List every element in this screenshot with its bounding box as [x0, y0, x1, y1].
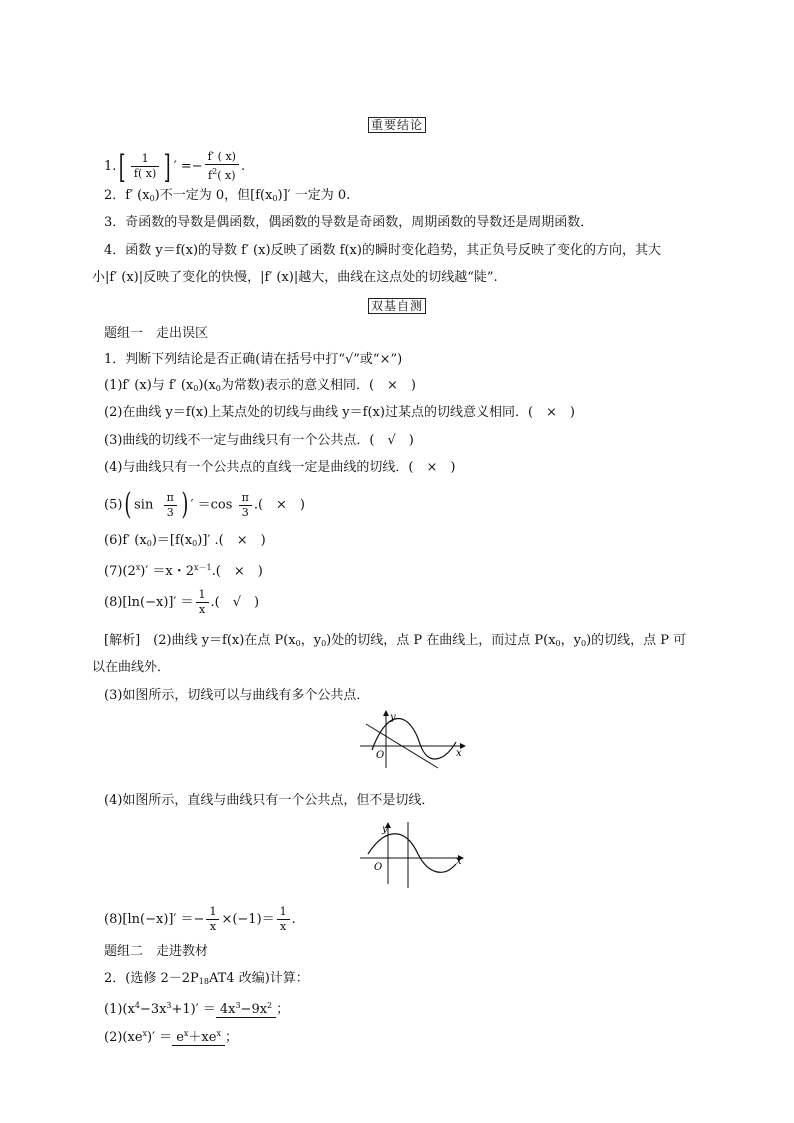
question-1-title: 1．判断下列结论是否正确(请在括号中打“√”或“×”): [104, 352, 403, 367]
y-axis-arrow: [383, 710, 389, 716]
group1-title: 题组一 走出误区: [104, 326, 209, 341]
fraction: $\frac{1}{x}$: [196, 588, 209, 617]
conclusion-2: 2．f′ $(x_0)$不一定为 0，但$[f(x_0)]'$ 一定为 0.: [104, 188, 351, 203]
answer-blank-2: $e^x+xe^x$: [172, 1027, 225, 1046]
label-x: x: [456, 856, 462, 867]
item-1: (1)f′ (x)与 f′ $(x_0)(x_0$为常数)表示的意义相同．( × ): [104, 378, 416, 393]
answer-blank-1: $4x^3-9x^2$: [216, 999, 276, 1018]
label-origin: O: [376, 750, 385, 761]
fraction: $\frac{1}{x}$: [277, 905, 290, 934]
item-7: $(7)(2^x)' =x$・$2^{x-1}$.( × ): [104, 563, 263, 579]
section-heading-self-test: 双基自测: [0, 298, 794, 315]
analysis-8: (8)[ln(−x)]′ ＝− $\frac{1}{x}$ ×(−1)＝ $\frac{1}{x}$ .: [104, 905, 296, 933]
item-8: (8)[ln(−x)]′ ＝ $\frac{1}{x}$ .( √ ): [104, 588, 260, 616]
conclusion-4-line2: 小|f′ (x)|反映了变化的快慢，|f′ (x)|越大，曲线在这点处的切线越“陡”.: [92, 270, 498, 285]
analysis-2-line2: 以在曲线外．: [92, 660, 171, 675]
item-5: (5)( sin $\frac{\pi}{3}$ ) ′ ＝cos $\frac{\pi}{3}$ .( × ): [104, 487, 305, 522]
analysis-3: (3)如图所示，切线可以与曲线有多个公共点．: [104, 688, 370, 703]
section-heading-conclusions: 重要结论: [0, 117, 794, 134]
fraction: $\frac{\pi}{3}$: [164, 491, 177, 520]
item-4: (4)与曲线只有一个公共点的直线一定是曲线的切线．( × ): [104, 460, 456, 475]
fraction: $\frac{1}{f( x)}$: [131, 152, 159, 181]
analysis-4: (4)如图所示，直线与曲线只有一个公共点，但不是切线．: [104, 793, 435, 808]
label-x: x: [456, 748, 462, 759]
question-2-part-2: $(2)(xe^x)' = e^x+xe^x$ ；: [104, 1029, 238, 1045]
item-2: (2)在曲线 y＝f(x)上某点处的切线与曲线 y＝f(x)过某点的切线意义相同．( × ): [104, 405, 575, 420]
fraction: $\frac{1}{x}$: [206, 905, 219, 934]
figure-tangent-multiple-points: [360, 708, 470, 774]
item-3: (3)曲线的切线不一定与曲线只有一个公共点．( √ ): [104, 433, 414, 448]
label-y: y: [382, 824, 388, 835]
question-2-part-1: $(1)(x^4-3x^3+1)' = 4x^3-9x^2$ ；: [104, 1001, 290, 1017]
analysis-2-line1: [解析] (2)曲线 y＝f(x)在点 $P(x_0$，$y_0$)处的切线，点 P 在曲线上，而过点 $P(x_0$，$y_0$)的切线，点 P 可: [104, 633, 687, 648]
fraction: $\frac{f' ( x)}{f^2( x)}$: [205, 150, 239, 183]
conclusion-1: 1.[ $\frac{1}{f( x)}$ ] ′ =− $\frac{f' ( x)}{f^2( x)}$ .: [104, 147, 246, 186]
label-y: y: [390, 712, 396, 723]
figure-line-one-point-not-tangent: [360, 818, 470, 892]
group2-title: 题组二 走进教材: [104, 944, 209, 959]
fraction: $\frac{\pi}{3}$: [239, 491, 252, 520]
question-2-title: 2．(选修 $2-2P_{18}AT4$ 改编)计算：: [104, 971, 309, 986]
conclusion-3: 3．奇函数的导数是偶函数，偶函数的导数是奇函数，周期函数的导数还是周期函数．: [104, 215, 594, 230]
label-origin: O: [374, 862, 383, 873]
item-6: (6)f′ $(x_0)=[f(x_0)]'$ .( × ): [104, 533, 266, 548]
conclusion-4-line1: 4．函数 y＝f(x)的导数 f′ (x)反映了函数 f(x)的瞬时变化趋势，其正负号反映了变化的方向，其大: [104, 243, 661, 258]
